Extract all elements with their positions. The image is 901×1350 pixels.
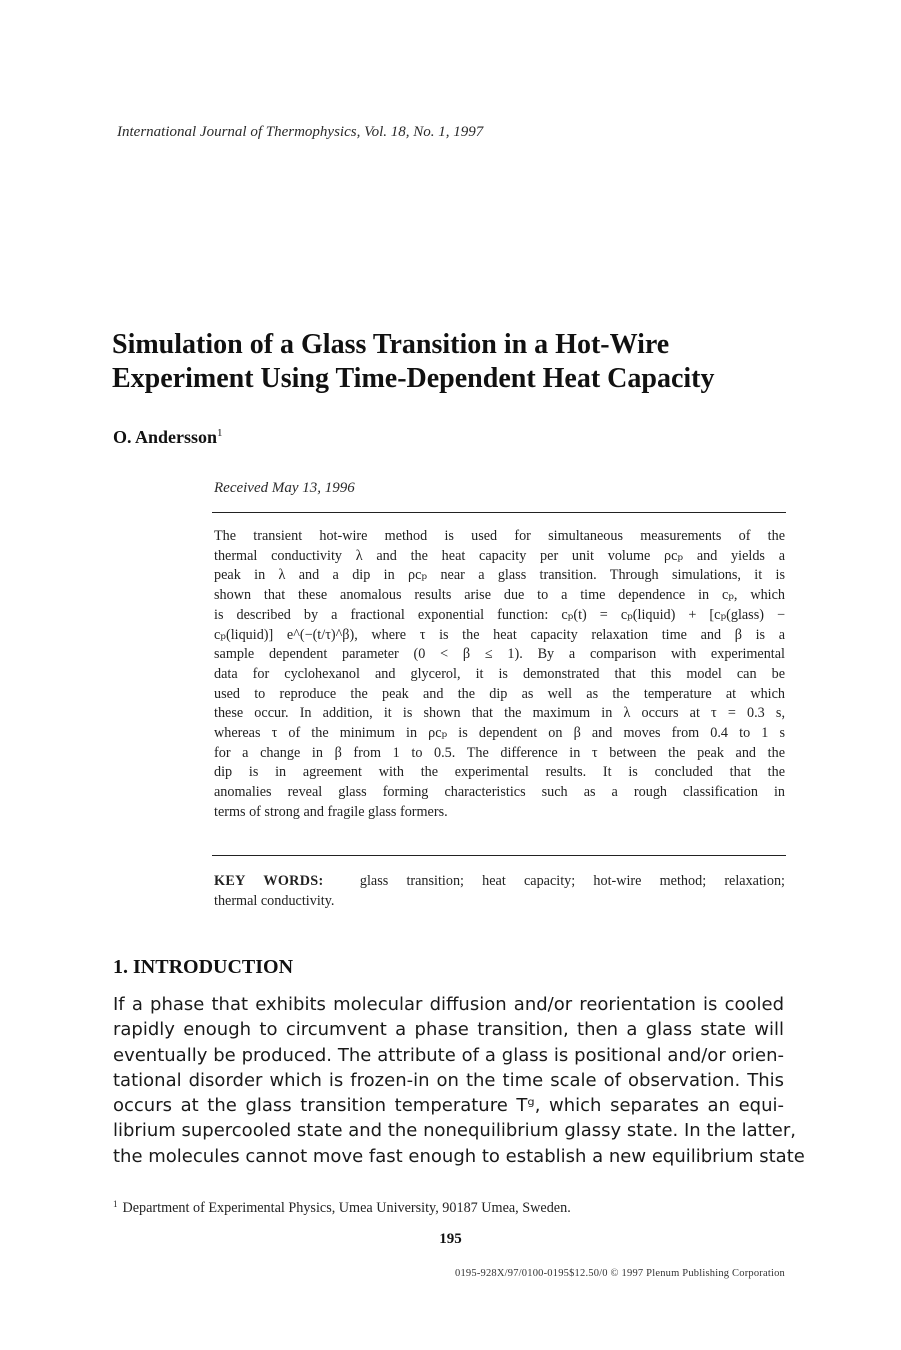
body-line: occurs at the glass transition temperature Tᵍ, which separates an equi- <box>113 1095 784 1117</box>
body-line: librium supercooled state and the nonequilibrium glassy state. In the latter, <box>113 1120 796 1142</box>
abstract <box>214 527 785 823</box>
abstract-line: used to reproduce the peak and the dip as well as the temperature at which <box>214 685 785 702</box>
received-date: Received May 13, 1996 <box>214 480 355 496</box>
keywords-block <box>214 872 785 911</box>
page-number: 195 <box>439 1231 462 1247</box>
title-line-2: Experiment Using Time-Dependent Heat Capacity <box>112 363 715 394</box>
abstract-line: peak in λ and a dip in ρcₚ near a glass transition. Through simulations, it is <box>214 567 785 584</box>
title-line-1: Simulation of a Glass Transition in a Hot-Wire <box>112 329 670 360</box>
author-footnote-mark: 1 <box>217 427 223 439</box>
footnote-mark: 1 <box>113 1199 118 1209</box>
body-line: If a phase that exhibits molecular diffusion and/or reorientation is cooled <box>113 994 784 1015</box>
introduction-body <box>113 992 805 1169</box>
body-line: rapidly enough to circumvent a phase transition, then a glass state will <box>113 1019 784 1041</box>
abstract-line: these occur. In addition, it is shown that the maximum in λ occurs at τ = 0.3 s, <box>214 705 785 722</box>
abstract-line: shown that these anomalous results arise due to a time dependence in cₚ, which <box>214 587 785 604</box>
abstract-line: data for cyclohexanol and glycerol, it is demonstrated that this model can be <box>214 665 785 682</box>
abstract-line: for a change in β from 1 to 0.5. The difference in τ between the peak and the <box>214 744 785 761</box>
abstract-top-rule <box>212 512 786 513</box>
author-text: O. Andersson <box>113 427 218 447</box>
abstract-line: sample dependent parameter (0 < β ≤ 1). By a comparison with experimental <box>214 646 785 663</box>
keywords-text-1: glass transition; heat capacity; hot-wire method; relaxation; <box>359 873 785 889</box>
abstract-line: The transient hot-wire method is used for simultaneous measurements of the <box>214 528 785 544</box>
abstract-line: cₚ(liquid)] e^(−(t/τ)^β), where τ is the heat capacity relaxation time and β is a <box>214 626 785 643</box>
section-heading: 1. INTRODUCTION <box>113 956 294 978</box>
keywords-label: KEY WORDS: <box>214 873 324 889</box>
body-line: the molecules cannot move fast enough to establish a new equilibrium state <box>113 1145 805 1167</box>
copyright-line: 0195-928X/97/0100-0195$12.50/0 © 1997 Plenum Publishing Corporation <box>455 1268 785 1279</box>
paper-title <box>112 328 812 396</box>
body-line: tational disorder which is frozen-in on the time scale of observation. This <box>113 1069 784 1091</box>
keywords-line-2: thermal conductivity. <box>214 892 335 909</box>
abstract-line: dip is in agreement with the experimental results. It is concluded that the <box>214 764 785 781</box>
abstract-line: is described by a fractional exponential function: cₚ(t) = cₚ(liquid) + [cₚ(glass) − <box>214 606 785 623</box>
journal-citation: International Journal of Thermophysics, Vol. 18, No. 1, 1997 <box>117 124 484 140</box>
abstract-line: whereas τ of the minimum in ρcₚ is dependent on β and moves from 0.4 to 1 s <box>214 725 785 742</box>
keywords-line-1 <box>214 872 785 892</box>
footnote-text: Department of Experimental Physics, Umea University, 90187 Umea, Sweden. <box>122 1200 571 1216</box>
abstract-line: terms of strong and fragile glass formers. <box>214 803 448 820</box>
abstract-line: thermal conductivity λ and the heat capacity per unit volume ρcₚ and yields a <box>214 547 785 564</box>
author-name <box>113 427 223 448</box>
body-line: eventually be produced. The attribute of a glass is positional and/or orien- <box>113 1044 784 1066</box>
abstract-line: anomalies reveal glass forming characteristics such as a rough classification in <box>214 784 785 801</box>
abstract-bottom-rule <box>212 855 786 856</box>
footnote <box>113 1199 784 1217</box>
